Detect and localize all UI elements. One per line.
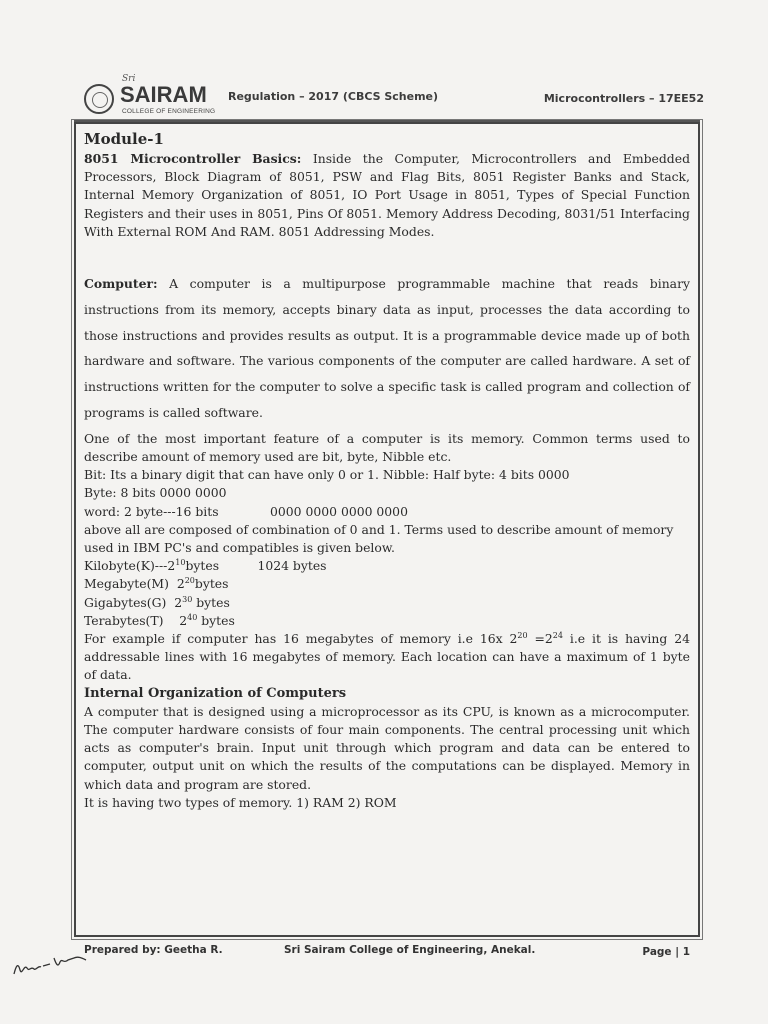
internal-heading: Internal Organization of Computers <box>84 685 347 701</box>
footer-college: Sri Sairam College of Engineering, Anekal. <box>284 944 536 956</box>
memory-intro: One of the most important feature of a computer is its memory. Common terms used to describe amount of memory used are bit, byte, Nibble etc. <box>84 430 690 464</box>
unit-exponent: 10 <box>175 558 186 568</box>
unit-exponent: 30 <box>182 594 193 604</box>
example-paragraph <box>84 630 690 685</box>
page-content <box>84 128 690 812</box>
handwritten-signature <box>10 944 90 980</box>
example-exponent-1: 20 <box>517 630 528 640</box>
spacer <box>84 241 690 271</box>
example-text-b: =2 <box>527 631 553 647</box>
unit-suffix: bytes <box>185 558 220 574</box>
unit-gigabyte <box>84 594 690 612</box>
unit-exponent: 20 <box>184 576 195 586</box>
syllabus-text: Inside the Computer, Microcontrollers and Embedded Processors, Block Diagram of 8051, PSW and Flag Bits, 8051 Register Banks and Stack, Internal Memory Organization of 8051, IO Port Usage in 8051, Types of Special Function Registers and their uses in 8051, Pins Of 8051. Memory Address Decoding, 8031/51 Interfacing With External ROM And RAM. 8051 Addressing Modes. <box>84 151 691 239</box>
unit-name: Gigabytes(G) 2 <box>84 594 183 610</box>
example-text-a: For example if computer has 16 megabytes of memory i.e 16x 2 <box>84 631 518 647</box>
bit-line: Bit: Its a binary digit that can have only 0 or 1. Nibble: Half byte: 4 bits 0000 <box>84 467 570 483</box>
module-title: Module-1 <box>84 130 164 148</box>
computer-paragraph <box>84 271 690 426</box>
terms-paragraph: above all are composed of combination of 0 and 1. Terms used to describe amount of memory used in IBM PC's and compatibles is given below. <box>84 521 674 556</box>
unit-name: Terabytes(T) 2 <box>84 612 188 628</box>
memory-types-line: It is having two types of memory. 1) RAM 2) ROM <box>84 794 397 810</box>
logo-college: COLLEGE OF ENGINEERING <box>122 108 216 115</box>
page-footer <box>84 944 690 964</box>
computer-label: Computer: <box>84 276 158 292</box>
syllabus-label: 8051 Microcontroller Basics: <box>84 151 302 166</box>
syllabus-paragraph <box>84 150 690 241</box>
course-label: Microcontrollers – 17EE52 <box>543 92 704 105</box>
page-number: Page | 1 <box>642 946 690 958</box>
unit-extra: 1024 bytes <box>257 558 327 574</box>
byte-line: Byte: 8 bits 0000 0000 <box>84 485 227 501</box>
college-seal-icon <box>84 84 114 114</box>
word-label: word: 2 byte---16 bits <box>84 503 219 519</box>
computer-text: A computer is a multipurpose programmable machine that reads binary instructions from its memory, accepts binary data as input, processes the data according to those instructions and provides results as output. It is a programmable device made up of both hardware and software. The various components of the computer are called hardware. A set of instructions written for the computer to solve a specific task is called program and collection of programs is called software. <box>84 276 690 420</box>
regulation-label: Regulation – 2017 (CBCS Scheme) <box>228 90 439 103</box>
unit-suffix: bytes <box>197 612 235 628</box>
example-exponent-2: 24 <box>552 630 563 640</box>
unit-suffix: bytes <box>194 576 229 592</box>
unit-exponent: 40 <box>187 612 198 622</box>
unit-kilobyte <box>84 557 690 575</box>
example-text-c: i.e it is having 24 addressable lines with 16 megabytes of memory. Each location can have a maximum of 1 byte of data. <box>84 631 690 683</box>
prepared-by: Prepared by: Geetha R. <box>84 944 223 956</box>
unit-name: Megabyte(M) 2 <box>84 576 185 592</box>
word-line <box>84 503 690 521</box>
unit-megabyte <box>84 575 690 593</box>
unit-name: Kilobyte(K)---2 <box>84 558 176 574</box>
page-header <box>84 74 704 120</box>
unit-suffix: bytes <box>192 594 230 610</box>
college-logo <box>84 74 224 120</box>
word-bits: 0000 0000 0000 0000 <box>270 503 408 519</box>
internal-paragraph: A computer that is designed using a microprocessor as its CPU, is known as a microcomputer. The computer hardware consists of four main components. The central processing unit which acts as computer's brain. Input unit through which program and data can be entered to computer, output unit on which the results of the computations can be displayed. Memory in which data and program are stored. <box>84 703 690 792</box>
logo-sri: Sri <box>122 74 136 84</box>
logo-brand: SAIRAM <box>120 82 207 107</box>
unit-terabyte <box>84 612 690 630</box>
